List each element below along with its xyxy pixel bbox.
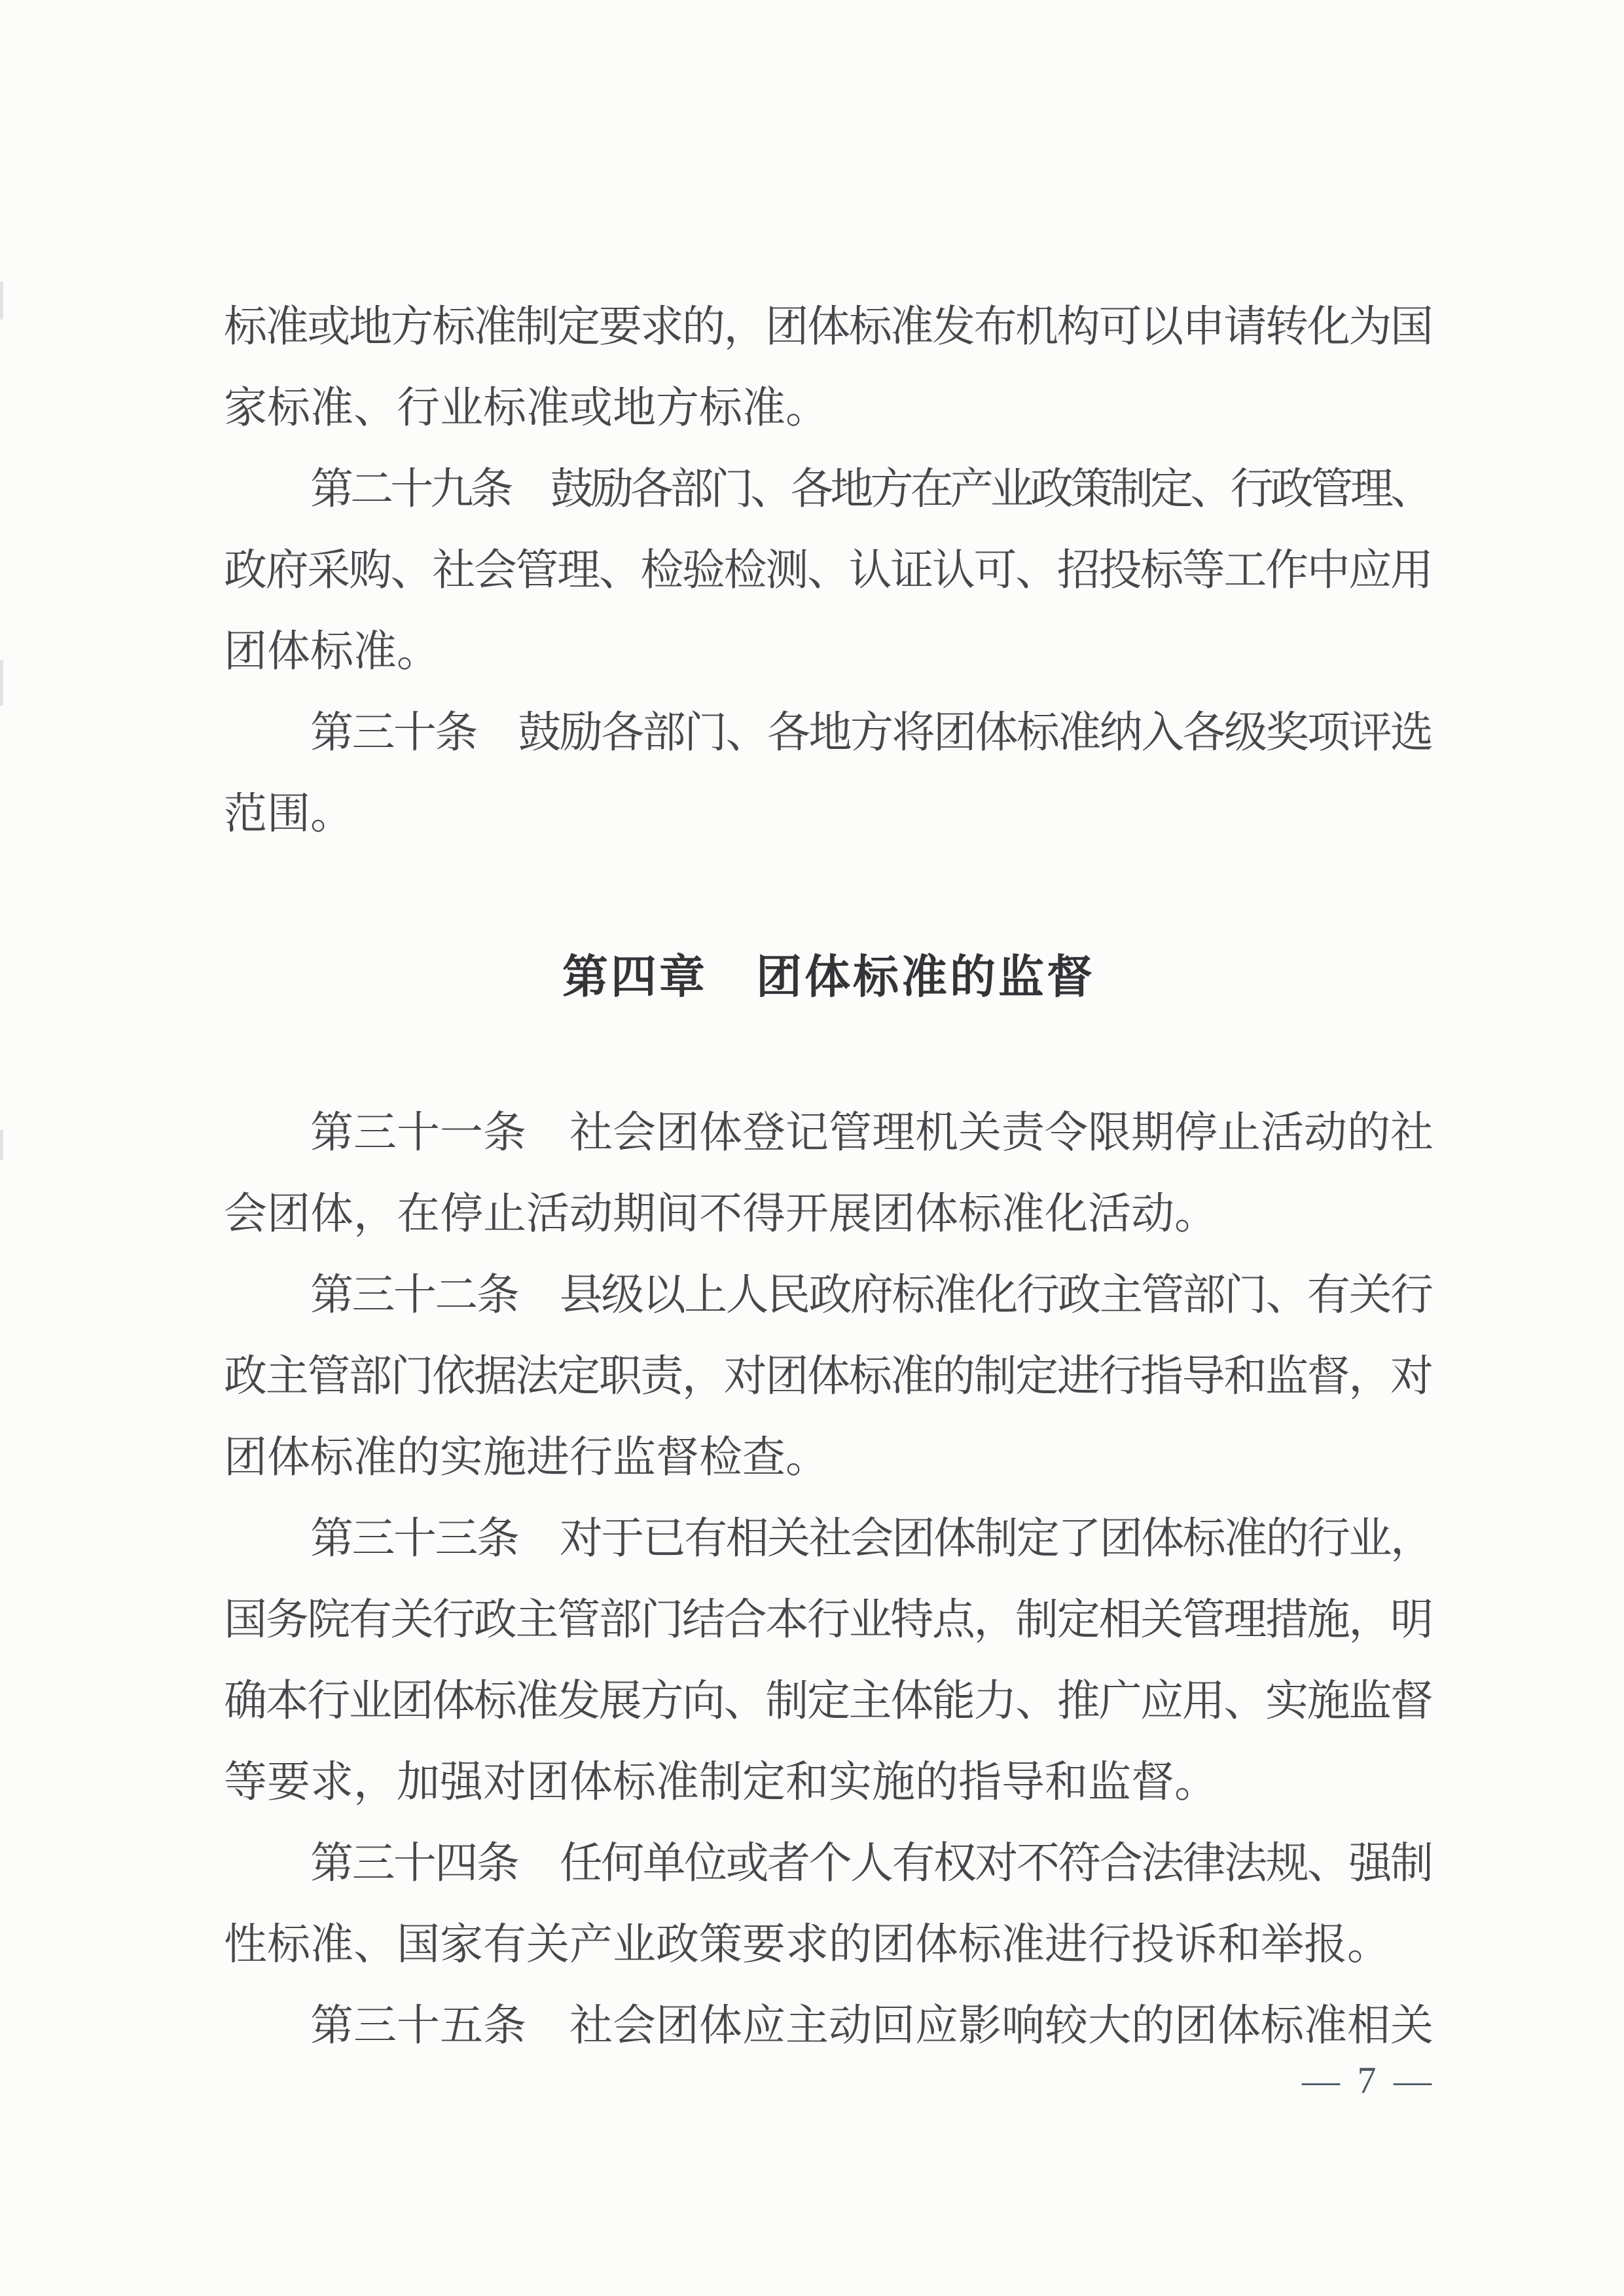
page-number: — 7 — (1302, 2059, 1435, 2102)
body-line: 政府采购、社会管理、检验检测、认证认可、招投标等工作中应用 (224, 547, 1432, 594)
body-line: 性标准、国家有关产业政策要求的团体标准进行投诉和举报。 (224, 1921, 1390, 1969)
body-line: 国务院有关行政主管部门结合本行业特点，制定相关管理措施，明 (224, 1596, 1432, 1644)
body-line: 第三十一条 社会团体登记管理机关责令限期停止活动的社 (310, 1109, 1434, 1157)
body-line: 第三十二条 县级以上人民政府标准化行政主管部门、有关行 (310, 1271, 1432, 1319)
body-line: 确本行业团体标准发展方向、制定主体能力、推广应用、实施监督 (224, 1677, 1432, 1725)
scan-artifact (0, 660, 3, 706)
body-line: 第三十三条 对于已有相关社会团体制定了团体标准的行业， (310, 1515, 1432, 1563)
scan-artifact (0, 1130, 3, 1160)
body-text-after-heading (224, 1093, 1434, 2067)
body-line: 政主管部门依据法定职责，对团体标准的制定进行指导和监督，对 (224, 1353, 1432, 1400)
body-line: 第二十九条 鼓励各部门、各地方在产业政策制定、行政管理、 (310, 465, 1431, 513)
body-line: 团体标准。 (224, 628, 440, 676)
scan-artifact (0, 282, 3, 319)
body-line: 范围。 (224, 790, 353, 838)
chapter-heading: 第四章 团体标准的监督 (562, 950, 1095, 1004)
body-line: 会团体，在停止活动期间不得开展团体标准化活动。 (224, 1190, 1218, 1238)
body-line: 团体标准的实施进行监督检查。 (224, 1434, 829, 1482)
body-line: 家标准、行业标准或地方标准。 (224, 384, 829, 432)
body-text-before-heading (224, 287, 1434, 855)
body-line: 等要求，加强对团体标准制定和实施的指导和监督。 (224, 1758, 1218, 1806)
body-line: 第三十四条 任何单位或者个人有权对不符合法律法规、强制 (310, 1840, 1432, 1887)
body-line: 标准或地方标准制定要求的，团体标准发布机构可以申请转化为国 (224, 303, 1432, 351)
body-line: 第三十五条 社会团体应主动回应影响较大的团体标准相关 (310, 2002, 1434, 2050)
body-line: 第三十条 鼓励各部门、各地方将团体标准纳入各级奖项评选 (310, 709, 1432, 757)
